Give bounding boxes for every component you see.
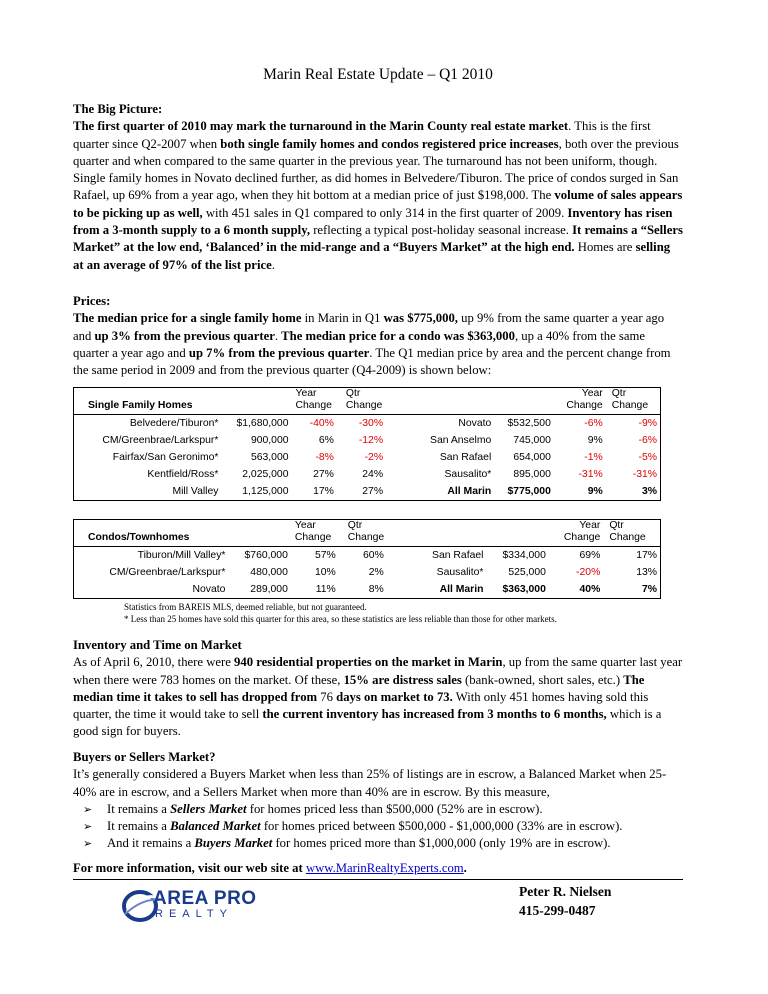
big-picture-heading: The Big Picture: <box>73 102 163 116</box>
text-run: Homes are <box>574 240 636 255</box>
prices-heading: Prices: <box>73 294 111 308</box>
bold-phrase: The median price for a single family home <box>73 311 302 326</box>
list-item <box>73 801 683 818</box>
area-cell: Belvedere/Tiburon* <box>129 418 219 429</box>
footer-divider <box>73 879 683 880</box>
page-title: Marin Real Estate Update – Q1 2010 <box>263 66 493 83</box>
col-qtr-right: Qtr <box>609 520 624 531</box>
col-qtr-right-sub: Change <box>611 400 649 411</box>
table-row <box>74 483 660 500</box>
inventory-paragraph <box>73 654 683 740</box>
price-cell: 563,000 <box>250 452 289 463</box>
text-run: . The Q1 median price by area and the percent change from the same period in 2009 and from the previous quarter (Q4-2009) is shown below: <box>73 345 671 378</box>
text-run: With only 451 homes having sold this quarter, the time it would take to sell <box>73 689 649 722</box>
price-cell: $1,680,000 <box>236 418 289 429</box>
text-run: which is a good sign for buyers. <box>73 707 662 739</box>
text-run: with 451 sales in Q1 compared to only 314 in the first quarter of 2009. <box>202 205 568 220</box>
item-emphasis: Sellers Market <box>170 801 247 816</box>
area-cell: All Marin <box>439 584 484 595</box>
price-cell: 895,000 <box>513 469 551 480</box>
item-text: It remains a <box>107 801 171 816</box>
table-row <box>74 466 660 483</box>
table-row <box>74 415 660 433</box>
col-year-right: Year <box>581 388 603 399</box>
item-text-tail: for homes priced more than $1,000,000 (only 19% are in escrow). <box>272 836 611 851</box>
table-row <box>74 547 660 565</box>
area-cell: Tiburon/Mill Valley* <box>137 550 226 561</box>
inventory-section <box>73 637 683 741</box>
qtr-change-cell: -31% <box>632 469 657 480</box>
logo-subtext: REALTY <box>155 908 233 920</box>
col-qtr: Qtr <box>345 388 361 399</box>
area-cell: Fairfax/San Geronimo* <box>112 452 219 463</box>
logo-wordmark: AREA PRO <box>153 888 257 909</box>
year-change-cell: 17% <box>313 486 334 497</box>
price-cell: $363,000 <box>502 584 546 595</box>
text-run: 76 <box>320 689 337 704</box>
price-cell: $775,000 <box>507 486 551 497</box>
area-cell: Sausalito* <box>444 469 492 480</box>
qtr-change-cell: 60% <box>363 550 384 561</box>
price-cell: 1,125,000 <box>242 486 289 497</box>
area-cell: Kentfield/Ross* <box>147 469 219 480</box>
price-cell: 525,000 <box>508 567 546 578</box>
agent-phone: 415-299-0487 <box>519 903 596 918</box>
qtr-change-cell: 2% <box>368 567 384 578</box>
qtr-change-cell: -30% <box>358 418 384 429</box>
bold-phrase: the current inventory has increased from 3 months to 6 months, <box>262 707 607 722</box>
area-cell: Mill Valley <box>172 486 219 497</box>
stats-source-note: Statistics from BAREIS MLS, deemed reliable, but not guaranteed. <box>124 602 367 612</box>
year-change-cell: 9% <box>587 486 603 497</box>
year-change-cell: -6% <box>584 418 603 429</box>
price-cell: 745,000 <box>513 435 551 446</box>
item-emphasis: Balanced Market <box>170 819 261 834</box>
col-year: Year <box>295 388 317 399</box>
bold-phrase: selling at an average of 97% of the list price <box>73 240 671 272</box>
sfh-table-body <box>74 415 660 501</box>
area-cell: CM/Greenbrae/Larkspur* <box>102 435 219 446</box>
list-item <box>73 818 683 835</box>
low-sales-note: * Less than 25 homes have sold this quarter for this area, so these statistics are less reliable than those for other markets. <box>124 614 557 624</box>
qtr-change-cell: -2% <box>364 452 384 463</box>
condo-table-label: Condos/Townhomes <box>74 520 291 547</box>
qtr-change-cell: 3% <box>641 486 657 497</box>
bold-phrase: up 3% from the previous quarter <box>94 328 275 343</box>
col-year-sub: Change <box>294 532 332 543</box>
item-text-tail: for homes priced between $500,000 - $1,000,000 (33% are in escrow). <box>260 819 623 834</box>
bold-phrase: Inventory has risen from a 3-month supply to a 6 month supply, <box>73 205 673 238</box>
item-text-tail: for homes priced less than $500,000 (52% are in escrow). <box>246 801 543 816</box>
text-run: reflecting a typical post-holiday seasonal increase. <box>310 223 573 238</box>
col-qtr-right-sub: Change <box>609 532 646 543</box>
more-info-tail: . <box>463 861 467 875</box>
area-cell: All Marin <box>447 486 492 497</box>
col-qtr-sub: Change <box>347 532 385 543</box>
qtr-change-cell: 24% <box>362 469 384 480</box>
table-row <box>74 581 660 598</box>
condo-table <box>73 519 661 599</box>
text-run: . <box>271 257 275 272</box>
item-text: And it remains a <box>107 836 195 851</box>
prices-paragraph <box>73 310 683 379</box>
year-change-cell: 40% <box>579 584 601 595</box>
bold-phrase: 940 residential properties on the market in Marin <box>234 655 503 670</box>
item-text: It remains a <box>107 819 171 834</box>
bold-phrase: both single family homes and condos registered price increases <box>220 136 559 151</box>
more-info-text: For more information, visit our web site at <box>73 861 306 875</box>
qtr-change-cell: 8% <box>368 584 384 595</box>
year-change-cell: -8% <box>315 452 334 463</box>
area-cell: San Rafael <box>432 550 484 561</box>
price-cell: $334,000 <box>502 550 546 561</box>
price-cell: 289,000 <box>250 584 288 595</box>
year-change-cell: 10% <box>314 567 336 578</box>
list-item <box>73 835 683 852</box>
price-cell: 480,000 <box>250 567 288 578</box>
buyers-intro: It’s generally considered a Buyers Market when less than 25% of listings are in escrow, a Balanced Market when 25-40% are in escrow, and a Sellers Market when more than 40% are in escrow. By this measure, <box>73 767 667 799</box>
year-change-cell: 27% <box>313 469 334 480</box>
qtr-change-cell: 17% <box>636 550 657 561</box>
area-cell: CM/Greenbrae/Larkspur* <box>109 567 226 578</box>
website-link[interactable]: www.MarinRealtyExperts.com <box>305 861 464 875</box>
agent-name: Peter R. Nielsen <box>519 884 612 899</box>
col-qtr-right: Qtr <box>611 388 627 399</box>
col-year: Year <box>294 520 316 531</box>
bold-phrase: days on market to 73. <box>336 689 453 704</box>
item-emphasis: Buyers Market <box>194 836 273 851</box>
text-run: . This is the first quarter since Q2-2007 when <box>73 119 651 151</box>
year-change-cell: -40% <box>309 418 334 429</box>
qtr-change-cell: -12% <box>358 435 384 446</box>
bold-phrase: It remains a “Sellers Market” at the low end, ‘Balanced’ in the mid-range and a “Buyers Market” at the high end. <box>73 223 683 255</box>
buyers-section <box>73 749 683 853</box>
col-qtr-sub: Change <box>345 400 383 411</box>
bold-phrase: 15% are distress sales <box>343 672 462 687</box>
area-cell: Sausalito* <box>436 567 484 578</box>
inventory-heading: Inventory and Time on Market <box>73 638 242 652</box>
bold-phrase: The median price for a condo was $363,000 <box>281 328 515 343</box>
price-cell: $760,000 <box>244 550 288 561</box>
text-run: in Marin in Q1 <box>301 311 384 326</box>
year-change-cell: 9% <box>587 435 603 446</box>
qtr-change-cell: 27% <box>362 486 384 497</box>
contact-block <box>519 882 611 920</box>
more-info-line <box>73 860 683 877</box>
price-cell: 900,000 <box>250 435 289 446</box>
buyers-heading: Buyers or Sellers Market? <box>73 750 216 764</box>
qtr-change-cell: 13% <box>636 567 657 578</box>
market-list <box>73 801 683 853</box>
big-picture-paragraph <box>73 118 683 274</box>
bold-phrase: up 7% from the previous quarter <box>188 345 370 360</box>
year-change-cell: 11% <box>315 584 336 595</box>
sfh-table-label: Single Family Homes <box>74 388 292 415</box>
area-pro-logo <box>121 888 281 924</box>
big-picture-section <box>73 101 683 274</box>
price-cell: 654,000 <box>513 452 551 463</box>
table-row <box>74 432 660 449</box>
qtr-change-cell: 7% <box>641 584 657 595</box>
area-cell: Novato <box>192 584 226 595</box>
year-change-cell: 57% <box>314 550 336 561</box>
text-run: , up a 40% from the same quarter a year ago and <box>73 328 645 360</box>
prices-section <box>73 293 683 379</box>
text-run: . <box>274 328 282 343</box>
col-year-right-sub: Change <box>566 400 603 411</box>
table-row <box>74 564 660 581</box>
price-cell: $532,500 <box>507 418 551 429</box>
qtr-change-cell: -6% <box>638 435 657 446</box>
bold-phrase: was $775,000, <box>383 311 458 326</box>
area-cell: Novato <box>458 418 492 429</box>
col-year-right: Year <box>579 520 601 531</box>
year-change-cell: -31% <box>578 469 603 480</box>
bold-phrase: The median time it takes to sell has dropped from <box>73 672 645 704</box>
condo-table-body <box>74 547 660 599</box>
col-year-sub: Change <box>295 400 332 411</box>
table-row <box>74 449 660 466</box>
text-run: , up from the same quarter last year when there were 783 homes on the market. Of these, <box>73 655 683 687</box>
area-cell: San Rafael <box>439 452 492 463</box>
text-run: As of April 6, 2010, there were <box>73 655 235 670</box>
single-family-table <box>73 387 661 501</box>
bold-phrase: The first quarter of 2010 may mark the turnaround in the Marin County real estate market <box>73 119 569 134</box>
text-run: up 9% from the same quarter a year ago and <box>73 311 665 343</box>
qtr-change-cell: -9% <box>638 418 657 429</box>
year-change-cell: 69% <box>579 550 601 561</box>
text-run: (bank-owned, short sales, etc.) <box>461 672 624 687</box>
year-change-cell: -1% <box>584 452 603 463</box>
price-cell: 2,025,000 <box>242 469 289 480</box>
text-run: , both over the previous quarter and when compared to the same quarter in the previous year. The turnaround has not been uniform, though. Single family homes in Novato declined further, as did homes in Belvedere/Tiburon. The price of condos surged in San Rafael, up 69% from a year ago, when they hit bottom at a median price of just $198,000. The <box>73 136 679 203</box>
year-change-cell: 6% <box>318 435 334 446</box>
area-cell: San Anselmo <box>430 435 492 446</box>
col-year-right-sub: Change <box>563 532 601 543</box>
col-qtr: Qtr <box>347 520 363 531</box>
qtr-change-cell: -5% <box>638 452 657 463</box>
bold-phrase: volume of sales appears to be picking up as well, <box>73 188 683 220</box>
year-change-cell: -20% <box>576 567 601 578</box>
